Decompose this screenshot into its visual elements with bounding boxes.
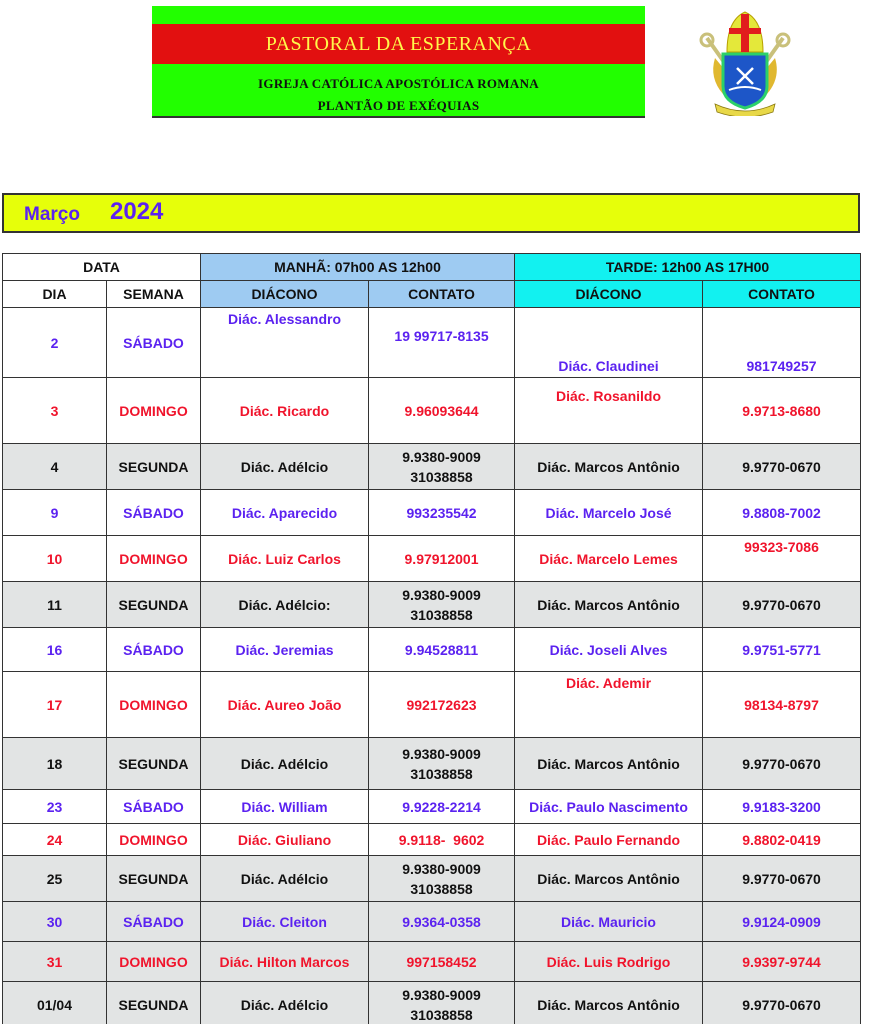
table-row bbox=[3, 308, 861, 378]
weekday-cell: SÁBADO bbox=[107, 490, 201, 536]
weekday-cell: SEGUNDA bbox=[107, 856, 201, 902]
afternoon-deacon-cell: Diác. Paulo Fernando bbox=[515, 824, 703, 856]
weekday-cell: DOMINGO bbox=[107, 824, 201, 856]
morning-deacon-cell: Diác. Giuliano bbox=[201, 824, 369, 856]
col-morning-contact: CONTATO bbox=[369, 281, 515, 308]
contact-secondary: 31038858 bbox=[410, 1006, 473, 1023]
morning-deacon-cell: Diác. Aureo João bbox=[201, 672, 369, 738]
schedule-table bbox=[2, 253, 861, 1024]
afternoon-contact-cell: 9.9770-0670 bbox=[703, 738, 861, 790]
morning-deacon-cell: Diác. William bbox=[201, 790, 369, 824]
morning-contact-cell: 992172623 bbox=[369, 672, 515, 738]
morning-contact-cell bbox=[369, 582, 515, 628]
morning-contact-cell: 9.9364-0358 bbox=[369, 902, 515, 942]
weekday-cell: DOMINGO bbox=[107, 536, 201, 582]
contact-secondary: 31038858 bbox=[410, 468, 473, 485]
afternoon-deacon-cell: Diác. Marcos Antônio bbox=[515, 444, 703, 490]
afternoon-deacon-cell: Diác. Marcos Antônio bbox=[515, 982, 703, 1024]
year-label: 2024 bbox=[109, 198, 164, 225]
afternoon-contact-cell: 9.9713-8680 bbox=[703, 378, 861, 444]
day-cell: 31 bbox=[3, 942, 107, 982]
contact-primary: 9.9380-9009 bbox=[402, 860, 481, 877]
table-row bbox=[3, 902, 861, 942]
afternoon-deacon-cell: Diác. Rosanildo bbox=[515, 378, 703, 444]
afternoon-contact-cell: 9.8802-0419 bbox=[703, 824, 861, 856]
table-row bbox=[3, 628, 861, 672]
afternoon-contact-cell: 9.9124-0909 bbox=[703, 902, 861, 942]
table-row bbox=[3, 444, 861, 490]
afternoon-deacon-cell: Diác. Mauricio bbox=[515, 902, 703, 942]
morning-deacon-cell: Diác. Adélcio bbox=[201, 738, 369, 790]
afternoon-deacon-cell: Diác. Joseli Alves bbox=[515, 628, 703, 672]
day-cell: 01/04 bbox=[3, 982, 107, 1024]
morning-contact-cell: 9.94528811 bbox=[369, 628, 515, 672]
afternoon-deacon-cell: Diác. Ademir bbox=[515, 672, 703, 738]
weekday-cell: DOMINGO bbox=[107, 672, 201, 738]
morning-deacon-cell: Diác. Adélcio bbox=[201, 856, 369, 902]
table-row bbox=[3, 490, 861, 536]
day-cell: 18 bbox=[3, 738, 107, 790]
afternoon-contact-cell: 9.9770-0670 bbox=[703, 444, 861, 490]
table-row bbox=[3, 790, 861, 824]
subtitle-line-2: PLANTÃO DE EXÉQUIAS bbox=[317, 98, 480, 113]
contact-primary: 9.9380-9009 bbox=[402, 448, 481, 465]
morning-contact-cell bbox=[369, 738, 515, 790]
table-row bbox=[3, 982, 861, 1024]
contact-primary: 9.9380-9009 bbox=[402, 986, 481, 1003]
day-cell: 3 bbox=[3, 378, 107, 444]
table-row bbox=[3, 536, 861, 582]
morning-deacon-cell: Diác. Adélcio: bbox=[201, 582, 369, 628]
table-row bbox=[3, 378, 861, 444]
morning-deacon-cell: Diác. Aparecido bbox=[201, 490, 369, 536]
column-header-row bbox=[3, 281, 861, 308]
morning-contact-cell bbox=[369, 444, 515, 490]
table-row bbox=[3, 942, 861, 982]
day-cell: 9 bbox=[3, 490, 107, 536]
afternoon-deacon-cell: Diác. Marcelo José bbox=[515, 490, 703, 536]
morning-contact-cell: 9.96093644 bbox=[369, 378, 515, 444]
weekday-cell: DOMINGO bbox=[107, 378, 201, 444]
afternoon-contact-cell: 9.9397-9744 bbox=[703, 942, 861, 982]
morning-contact-cell: 9.9118- 9602 bbox=[369, 824, 515, 856]
afternoon-contact-cell: 99323-7086 bbox=[703, 536, 861, 582]
morning-deacon-cell: Diác. Adélcio bbox=[201, 444, 369, 490]
morning-contact-cell: 993235542 bbox=[369, 490, 515, 536]
day-cell: 11 bbox=[3, 582, 107, 628]
table-row bbox=[3, 824, 861, 856]
afternoon-deacon-cell: Diác. Marcos Antônio bbox=[515, 582, 703, 628]
afternoon-contact-cell: 9.8808-7002 bbox=[703, 490, 861, 536]
table-row bbox=[3, 738, 861, 790]
day-cell: 24 bbox=[3, 824, 107, 856]
day-cell: 25 bbox=[3, 856, 107, 902]
afternoon-contact-cell: 9.9751-5771 bbox=[703, 628, 861, 672]
group-header-row bbox=[3, 254, 861, 281]
afternoon-contact-cell: 981749257 bbox=[703, 308, 861, 378]
day-cell: 23 bbox=[3, 790, 107, 824]
col-afternoon-deacon: DIÁCONO bbox=[515, 281, 703, 308]
day-cell: 30 bbox=[3, 902, 107, 942]
afternoon-contact-cell: 9.9770-0670 bbox=[703, 982, 861, 1024]
morning-deacon-cell: Diác. Jeremias bbox=[201, 628, 369, 672]
header-date-group: DATA bbox=[3, 254, 201, 281]
afternoon-deacon-cell: Diác. Claudinei bbox=[515, 308, 703, 378]
header-afternoon-group: TARDE: 12h00 AS 17H00 bbox=[515, 254, 861, 281]
morning-deacon-cell: Diác. Adélcio bbox=[201, 982, 369, 1024]
morning-deacon-cell: Diác. Luiz Carlos bbox=[201, 536, 369, 582]
weekday-cell: SEGUNDA bbox=[107, 444, 201, 490]
col-day: DIA bbox=[3, 281, 107, 308]
page-title: PASTORAL DA ESPERANÇA bbox=[265, 32, 532, 55]
contact-secondary: 31038858 bbox=[410, 765, 473, 782]
contact-primary: 9.9380-9009 bbox=[402, 586, 481, 603]
morning-contact-cell: 9.97912001 bbox=[369, 536, 515, 582]
contact-secondary: 31038858 bbox=[410, 880, 473, 897]
day-cell: 2 bbox=[3, 308, 107, 378]
contact-primary: 9.9380-9009 bbox=[402, 745, 481, 762]
day-cell: 17 bbox=[3, 672, 107, 738]
weekday-cell: SÁBADO bbox=[107, 308, 201, 378]
col-afternoon-contact: CONTATO bbox=[703, 281, 861, 308]
morning-contact-cell: 19 99717-8135 bbox=[369, 308, 515, 378]
weekday-cell: SEGUNDA bbox=[107, 582, 201, 628]
table-row bbox=[3, 672, 861, 738]
weekday-cell: SÁBADO bbox=[107, 628, 201, 672]
afternoon-contact-cell: 98134-8797 bbox=[703, 672, 861, 738]
day-cell: 4 bbox=[3, 444, 107, 490]
afternoon-deacon-cell: Diác. Marcos Antônio bbox=[515, 856, 703, 902]
weekday-cell: DOMINGO bbox=[107, 942, 201, 982]
day-cell: 10 bbox=[3, 536, 107, 582]
col-morning-deacon: DIÁCONO bbox=[201, 281, 369, 308]
afternoon-contact-cell: 9.9770-0670 bbox=[703, 856, 861, 902]
month-label: Março bbox=[24, 204, 80, 225]
morning-contact-cell: 9.9228-2214 bbox=[369, 790, 515, 824]
contact-secondary: 31038858 bbox=[410, 606, 473, 623]
afternoon-contact-cell: 9.9770-0670 bbox=[703, 582, 861, 628]
month-year-bar bbox=[2, 193, 860, 233]
morning-deacon-cell: Diác. Ricardo bbox=[201, 378, 369, 444]
morning-deacon-cell: Diác. Cleiton bbox=[201, 902, 369, 942]
day-cell: 16 bbox=[3, 628, 107, 672]
afternoon-deacon-cell: Diác. Marcelo Lemes bbox=[515, 536, 703, 582]
weekday-cell: SÁBADO bbox=[107, 902, 201, 942]
afternoon-deacon-cell: Diác. Luis Rodrigo bbox=[515, 942, 703, 982]
afternoon-contact-cell: 9.9183-3200 bbox=[703, 790, 861, 824]
table-row bbox=[3, 582, 861, 628]
header-banner bbox=[152, 6, 645, 118]
morning-deacon-cell: Diác. Alessandro bbox=[201, 308, 369, 378]
weekday-cell: SEGUNDA bbox=[107, 738, 201, 790]
table-row bbox=[3, 856, 861, 902]
col-weekday: SEMANA bbox=[107, 281, 201, 308]
diocese-coat-of-arms-icon bbox=[693, 8, 797, 116]
morning-deacon-cell: Diác. Hilton Marcos bbox=[201, 942, 369, 982]
header-morning-group: MANHÃ: 07h00 AS 12h00 bbox=[201, 254, 515, 281]
morning-contact-cell bbox=[369, 982, 515, 1024]
afternoon-deacon-cell: Diác. Paulo Nascimento bbox=[515, 790, 703, 824]
weekday-cell: SÁBADO bbox=[107, 790, 201, 824]
weekday-cell: SEGUNDA bbox=[107, 982, 201, 1024]
afternoon-deacon-cell: Diác. Marcos Antônio bbox=[515, 738, 703, 790]
morning-contact-cell: 997158452 bbox=[369, 942, 515, 982]
subtitle-line-1: IGREJA CATÓLICA APOSTÓLICA ROMANA bbox=[258, 76, 539, 91]
title-band bbox=[152, 24, 645, 64]
morning-contact-cell bbox=[369, 856, 515, 902]
